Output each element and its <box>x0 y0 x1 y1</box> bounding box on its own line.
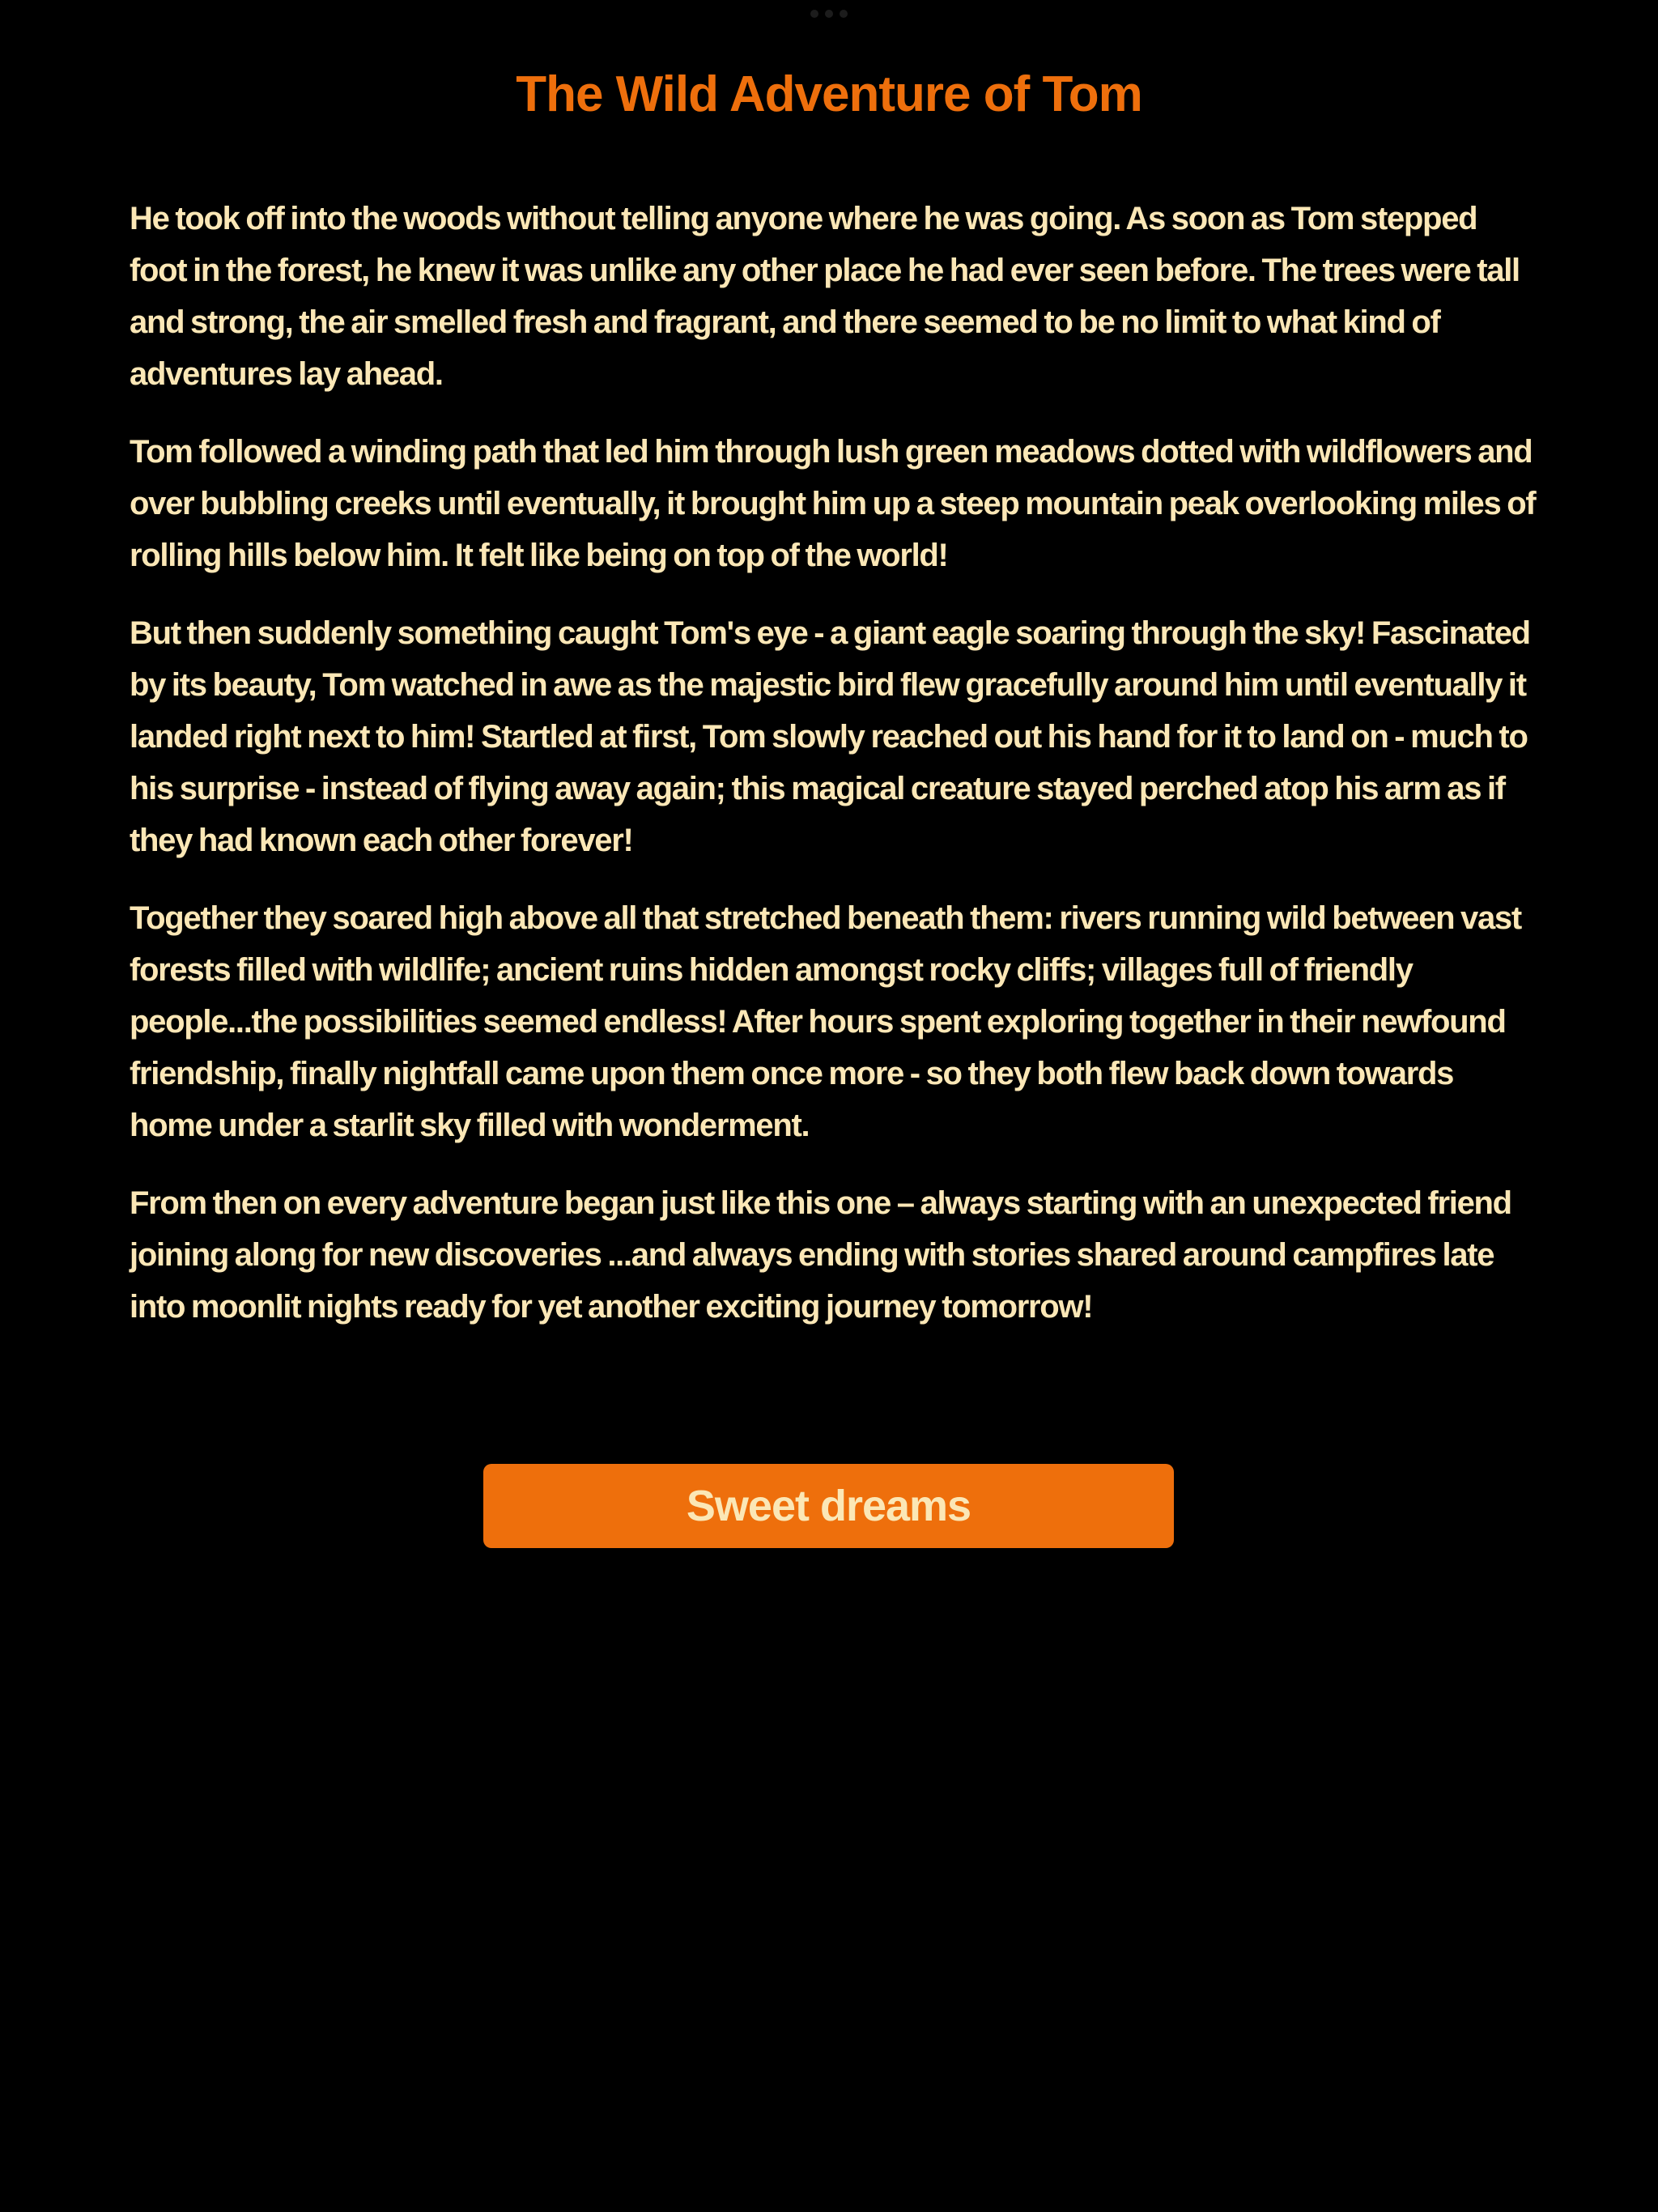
window-handle-dots[interactable] <box>810 10 848 18</box>
story-paragraph: From then on every adventure began just like this one – always starting with an unexpected friend joining along for new discoveries ...and always ending with stories shared around campfires late into moonlit nights ready for yet another exciting journey tomorrow! <box>130 1185 1511 1325</box>
story-paragraph: Together they soared high above all that stretched beneath them: rivers running wild between vast forests filled with wildlife; ancient ruins hidden amongst rocky cliffs; villages full of friendly people...the possibilities seemed endless! After hours spent exploring together in their newfound friendship, finally nightfall came upon them once more - so they both flew back down towards home under a starlit sky filled with wonderment. <box>130 900 1521 1143</box>
dot-icon <box>810 10 818 18</box>
story-paragraph: But then suddenly something caught Tom's eye - a giant eagle soaring through the sky! Fascinated by its beauty, Tom watched in awe as the majestic bird flew gracefully around him until eventually it landed right next to him! Startled at first, Tom slowly reached out his hand for it to land on - much to his surprise - instead of flying away again; this magical creature stayed perched atop his arm as if they had known each other forever! <box>130 615 1530 858</box>
dot-icon <box>825 10 833 18</box>
story-paragraph: Tom followed a winding path that led him through lush green meadows dotted with wildflowers and over bubbling creeks until eventually, it brought him up a steep mountain peak overlooking miles of rolling hills below him. It felt like being on top of the world! <box>130 434 1536 573</box>
dot-icon <box>840 10 848 18</box>
story-paragraph: He took off into the woods without telling anyone where he was going. As soon as Tom stepped foot in the forest, he knew it was unlike any other place he had ever seen before. The trees were tall and strong, the air smelled fresh and fragrant, and there seemed to be no limit to what kind of adventures lay ahead. <box>130 201 1520 392</box>
story-title: The Wild Adventure of Tom <box>516 66 1142 122</box>
sweet-dreams-button[interactable]: Sweet dreams <box>483 1464 1174 1548</box>
story-body <box>130 193 1538 1359</box>
